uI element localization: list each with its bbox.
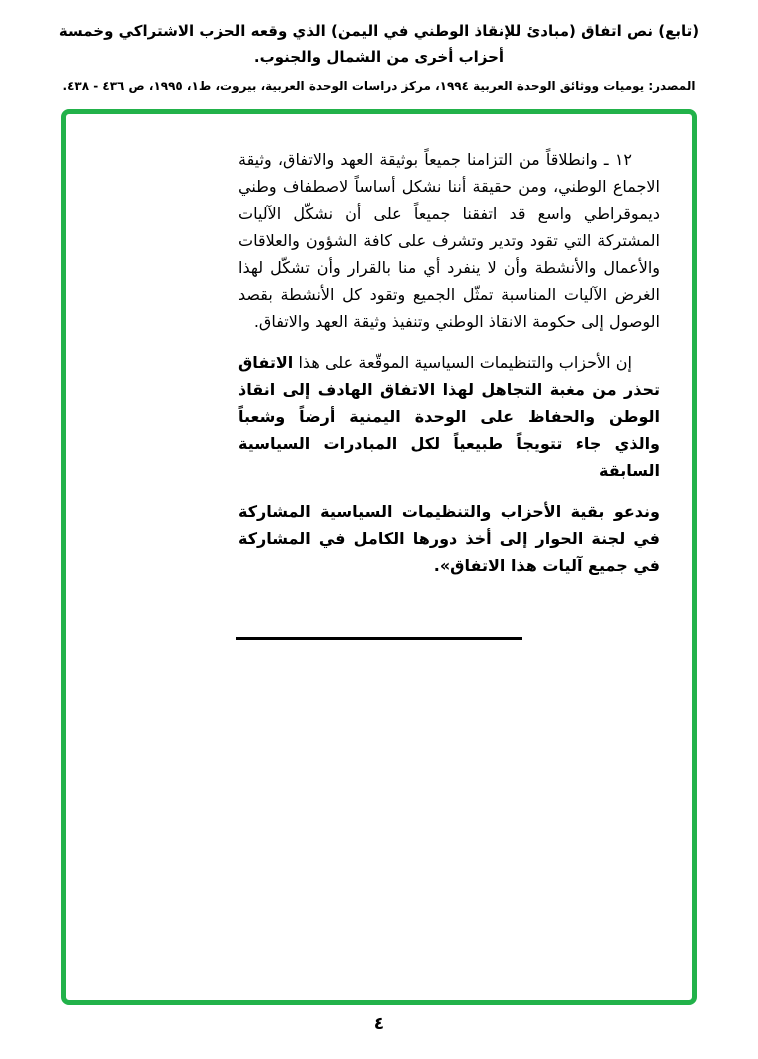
content-frame	[61, 109, 697, 1005]
source-citation: المصدر: يوميات ووثائق الوحدة العربية ١٩٩٤، مركز دراسات الوحدة العربية، بيروت، ط١، ١٩٩٥، ص ٤٣٦ - ٤٣٨.	[62, 79, 696, 93]
paragraph-invitation: وندعو بقية الأحزاب والتنظيمات السياسية المشاركة في لجنة الحوار إلى أخذ دورها الكامل في المشاركة في جميع آليات هذا الاتفاق».	[238, 502, 660, 575]
document-title: (تابع) نص اتفاق (مبادئ للإنقاذ الوطني في اليمن) الذي وقعه الحزب الاشتراكي وخمسة أحزاب أخرى من الشمال والجنوب.	[58, 22, 700, 66]
paragraph-warning-emphasis: الاتفاق تحذر من مغبة التجاهل لهذا الاتفاق الهادف إلى انقاذ الوطن والحفاظ على الوحدة اليمنية أرضاً وشعباً والذي جاء تتويجاً طبيعياً لكل المبادرات السياسية السابقة	[238, 353, 660, 480]
body-text-column	[238, 146, 660, 579]
page-header	[0, 0, 758, 95]
page-number: ٤	[373, 1014, 385, 1034]
paragraph-warning	[238, 349, 660, 484]
paragraph-warning-lead: إن الأحزاب والتنظيمات السياسية الموقّعة على هذا	[298, 353, 633, 372]
section-divider	[236, 637, 522, 640]
paragraph-clause-12: ١٢ ـ وانطلاقاً من التزامنا جميعاً بوثيقة العهد والاتفاق، وثيقة الاجماع الوطني، ومن حقيقة أننا نشكل أساساً لاصطفاف وطني ديموقراطي واسع قد اتفقنا جميعاً على أن نشكّل الآليات المشتركة التي تقود وتدير وتشرف على كافة الشؤون والعلاقات والأعمال والأنشطة وأن لا ينفرد أي منا بالقرار وأن تشكّل لهذا الغرض الآليات المناسبة تمثّل الجميع وتقود كل الأنشطة بقصد الوصول إلى حكومة الانقاذ الوطني وتنفيذ وثيقة العهد والاتفاق.	[238, 150, 660, 331]
